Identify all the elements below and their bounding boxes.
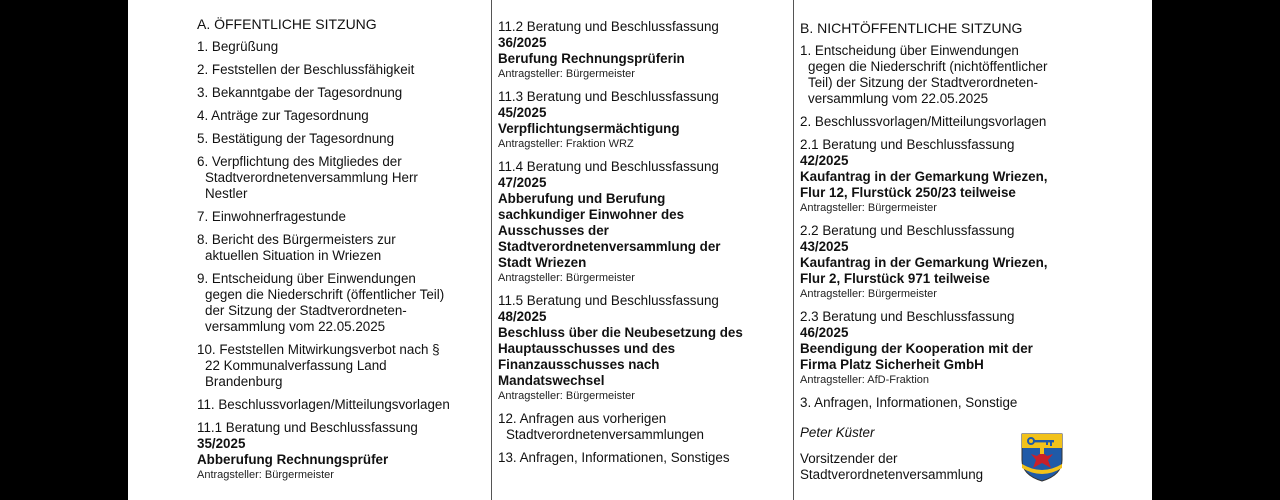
resolution-block: 2.3 Beratung und Beschlussfassung 46/2025 Beendigung der Kooperation mit der Firma Platz Sicherheit GmbH Antragsteller: AfD-Fraktion [800, 309, 1080, 387]
resolution-title: Abberufung Rechnungsprüfer [197, 452, 389, 467]
resolution-block: 2.2 Beratung und Beschlussfassung 43/2025 Kaufantrag in der Gemarkung Wriezen, Flur 2, Flurstück 971 teilweise Antragsteller: Bürgermeister [800, 223, 1080, 301]
agenda-item: 3. Anfragen, Informationen, Sonstige [800, 395, 1018, 410]
section-title: B. NICHTÖFFENTLICHE SITZUNG [800, 20, 1023, 36]
resolution-title: Beendigung der Kooperation mit der Firma Platz Sicherheit GmbH [800, 341, 1033, 372]
column-divider [491, 0, 492, 500]
signature-role: Vorsitzender der Stadtverordnetenversammlung [800, 451, 984, 482]
agenda-item: 8. Bericht des Bürgermeisters zur aktuellen Situation in Wriezen [197, 232, 396, 263]
resolution-title: Abberufung und Berufung sachkundiger Einwohner des Ausschusses der Stadtverordnetenversammlung der Stadt Wriezen [498, 191, 721, 270]
agenda-item: 7. Einwohnerfragestunde [197, 209, 346, 224]
column-nonpublic-session [800, 19, 1080, 483]
resolution-number: 48/2025 [498, 309, 547, 324]
applicant: Antragsteller: Bürgermeister [800, 288, 937, 300]
resolution-block: 2.1 Beratung und Beschlussfassung 42/2025 Kaufantrag in der Gemarkung Wriezen, Flur 12, Flurstück 250/23 teilweise Antragsteller: Bürgermeister [800, 137, 1080, 215]
applicant: Antragsteller: Bürgermeister [498, 390, 635, 402]
resolution-number: 36/2025 [498, 35, 547, 50]
applicant: Antragsteller: Fraktion WRZ [498, 138, 634, 150]
resolution-number: 43/2025 [800, 239, 849, 254]
agenda-item: 2. Feststellen der Beschlussfähigkeit [197, 62, 415, 77]
resolution-block: 11.1 Beratung und Beschlussfassung 35/2025 Abberufung Rechnungsprüfer Antragsteller: Bürgermeister [197, 420, 467, 482]
applicant: Antragsteller: Bürgermeister [498, 68, 635, 80]
agenda-item: 2. Beschlussvorlagen/Mitteilungsvorlagen [800, 114, 1047, 129]
section-title: A. ÖFFENTLICHE SITZUNG [197, 16, 377, 32]
resolution-block: 11.2 Beratung und Beschlussfassung 36/2025 Berufung Rechnungsprüferin Antragsteller: Bürgermeister [498, 19, 768, 81]
agenda-item: 1. Begrüßung [197, 39, 279, 54]
document-page [128, 0, 1152, 500]
resolution-block: 11.5 Beratung und Beschlussfassung 48/2025 Beschluss über die Neubesetzung des Hauptausschusses und des Finanzausschusses nach Mandatswechsel Antragsteller: Bürgermeister [498, 293, 768, 403]
resolution-title: Beschluss über die Neubesetzung des Hauptausschusses und des Finanzausschusses nach Mandatswechsel [498, 325, 743, 388]
column-public-session [197, 15, 467, 490]
agenda-item: 10. Feststellen Mitwirkungsverbot nach § 22 Kommunalverfassung Land Brandenburg [197, 342, 440, 389]
resolution-title: Berufung Rechnungsprüferin [498, 51, 685, 66]
resolution-title: Verpflichtungsermächtigung [498, 121, 680, 136]
agenda-item: 1. Entscheidung über Einwendungen gegen die Niederschrift (nichtöffentlicher Teil) der Sitzung der Stadtverordneten-versammlung vom 22.05.2025 [800, 43, 1048, 106]
agenda-list [197, 39, 467, 413]
resolution-title: Kaufantrag in der Gemarkung Wriezen, Flur 12, Flurstück 250/23 teilweise [800, 169, 1048, 200]
resolution-title: Kaufantrag in der Gemarkung Wriezen, Flur 2, Flurstück 971 teilweise [800, 255, 1048, 286]
agenda-item: 3. Bekanntgabe der Tagesordnung [197, 85, 403, 100]
applicant: Antragsteller: Bürgermeister [197, 469, 334, 481]
resolution-number: 42/2025 [800, 153, 849, 168]
resolution-block: 11.4 Beratung und Beschlussfassung 47/2025 Abberufung und Berufung sachkundiger Einwohner des Ausschusses der Stadtverordnetenversammlung der Stadt Wriezen Antragsteller: Bürgermeister [498, 159, 768, 285]
resolution-number: 35/2025 [197, 436, 246, 451]
agenda-item: 12. Anfragen aus vorherigen Stadtverordnetenversammlungen [498, 411, 704, 442]
resolution-number: 46/2025 [800, 325, 849, 340]
agenda-item: 13. Anfragen, Informationen, Sonstiges [498, 450, 730, 465]
column-divider [793, 0, 794, 500]
resolution-number: 45/2025 [498, 105, 547, 120]
column-public-session-cont [498, 19, 768, 473]
resolution-block: 11.3 Beratung und Beschlussfassung 45/2025 Verpflichtungsermächtigung Antragsteller: Fraktion WRZ [498, 89, 768, 151]
applicant: Antragsteller: Bürgermeister [800, 202, 937, 214]
agenda-item: 6. Verpflichtung des Mitgliedes der Stadtverordnetenversammlung Herr Nestler [197, 154, 418, 201]
agenda-item: 9. Entscheidung über Einwendungen gegen die Niederschrift (öffentlicher Teil) der Sitzung der Stadtverordneten-versammlung vom 22.05.2025 [197, 271, 445, 334]
resolution-number: 47/2025 [498, 175, 547, 190]
city-coat-of-arms-icon [1020, 432, 1064, 482]
agenda-item: 4. Anträge zur Tagesordnung [197, 108, 369, 123]
agenda-item: 11. Beschlussvorlagen/Mitteilungsvorlagen [197, 397, 450, 412]
agenda-item: 5. Bestätigung der Tagesordnung [197, 131, 395, 146]
applicant: Antragsteller: Bürgermeister [498, 272, 635, 284]
applicant: Antragsteller: AfD-Fraktion [800, 374, 929, 386]
signature-name: Peter Küster [800, 425, 875, 440]
